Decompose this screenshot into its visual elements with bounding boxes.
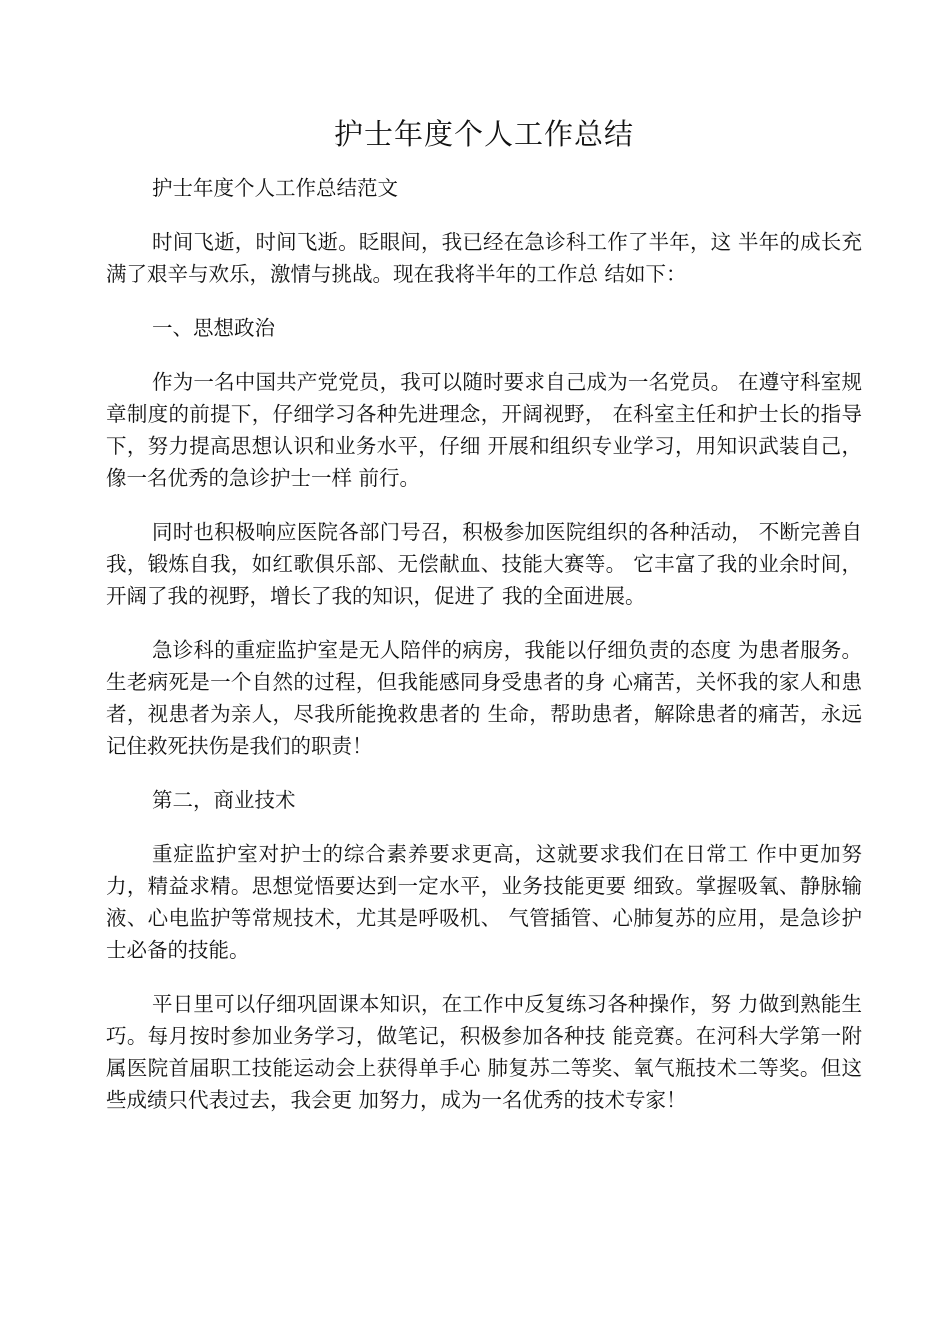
section-heading-skills: 第二，商业技术 [152, 788, 296, 812]
paragraph-activities: 同时也积极响应医院各部门号召，积极参加医院组织的各种活动， 不断完善自我，锻炼自我，如红歌俱乐部、无偿献血、技能大赛等。 它丰富了我的业余时间，开阔了我的视野，增长了我的知识，促进了 我的全面进展。 [106, 520, 862, 608]
paragraph-intro: 时间飞逝，时间飞逝。眨眼间，我已经在急诊科工作了半年，这 半年的成长充满了艰辛与欢乐，激情与挑战。现在我将半年的工作总 结如下： [106, 230, 862, 286]
spacer [106, 204, 862, 226]
document-subtitle: 护士年度个人工作总结范文 [152, 176, 398, 200]
spacer [106, 612, 862, 634]
spacer [106, 290, 862, 312]
section-heading-ideology: 一、思想政治 [152, 316, 275, 340]
paragraph-icu-service: 急诊科的重症监护室是无人陪伴的病房，我能以仔细负责的态度 为患者服务。生老病死是一个自然的过程，但我能感同身受患者的身 心痛苦，关怀我的家人和患者，视患者为亲人，尽我所能挽救患者的 生命，帮助患者，解除患者的痛苦，永远记住救死扶伤是我们的职责！ [106, 638, 862, 758]
spacer [106, 762, 862, 784]
spacer [106, 156, 862, 172]
paragraph-practice-awards: 平日里可以仔细巩固课本知识，在工作中反复练习各种操作，努 力做到熟能生巧。每月按时参加业务学习，做笔记，积极参加各种技 能竞赛。在河科大学第一附属医院首届职工技能运动会上获得单手心 肺复苏二等奖、氧气瓶技术二等奖。但这些成绩只代表过去，我会更 加努力，成为一名优秀的技术专家！ [106, 992, 862, 1112]
paragraph-party-member: 作为一名中国共产党党员，我可以随时要求自己成为一名党员。 在遵守科室规章制度的前提下，仔细学习各种先进理念，开阔视野， 在科室主任和护士长的指导下，努力提高思想认识和业务水平，仔细 开展和组织专业学习，用知识武装自己，像一名优秀的急诊护士一样 前行。 [106, 370, 862, 490]
spacer [106, 966, 862, 988]
spacer [106, 494, 862, 516]
spacer [106, 344, 862, 366]
spacer [106, 816, 862, 838]
paragraph-icu-requirements: 重症监护室对护士的综合素养要求更高，这就要求我们在日常工 作中更加努力，精益求精。思想觉悟要达到一定水平，业务技能更要 细致。掌握吸氧、静脉输液、心电监护等常规技术，尤其是呼吸机、 气管插管、心肺复苏的应用，是急诊护士必备的技能。 [106, 842, 862, 962]
document-title: 护士年度个人工作总结 [333, 117, 634, 151]
